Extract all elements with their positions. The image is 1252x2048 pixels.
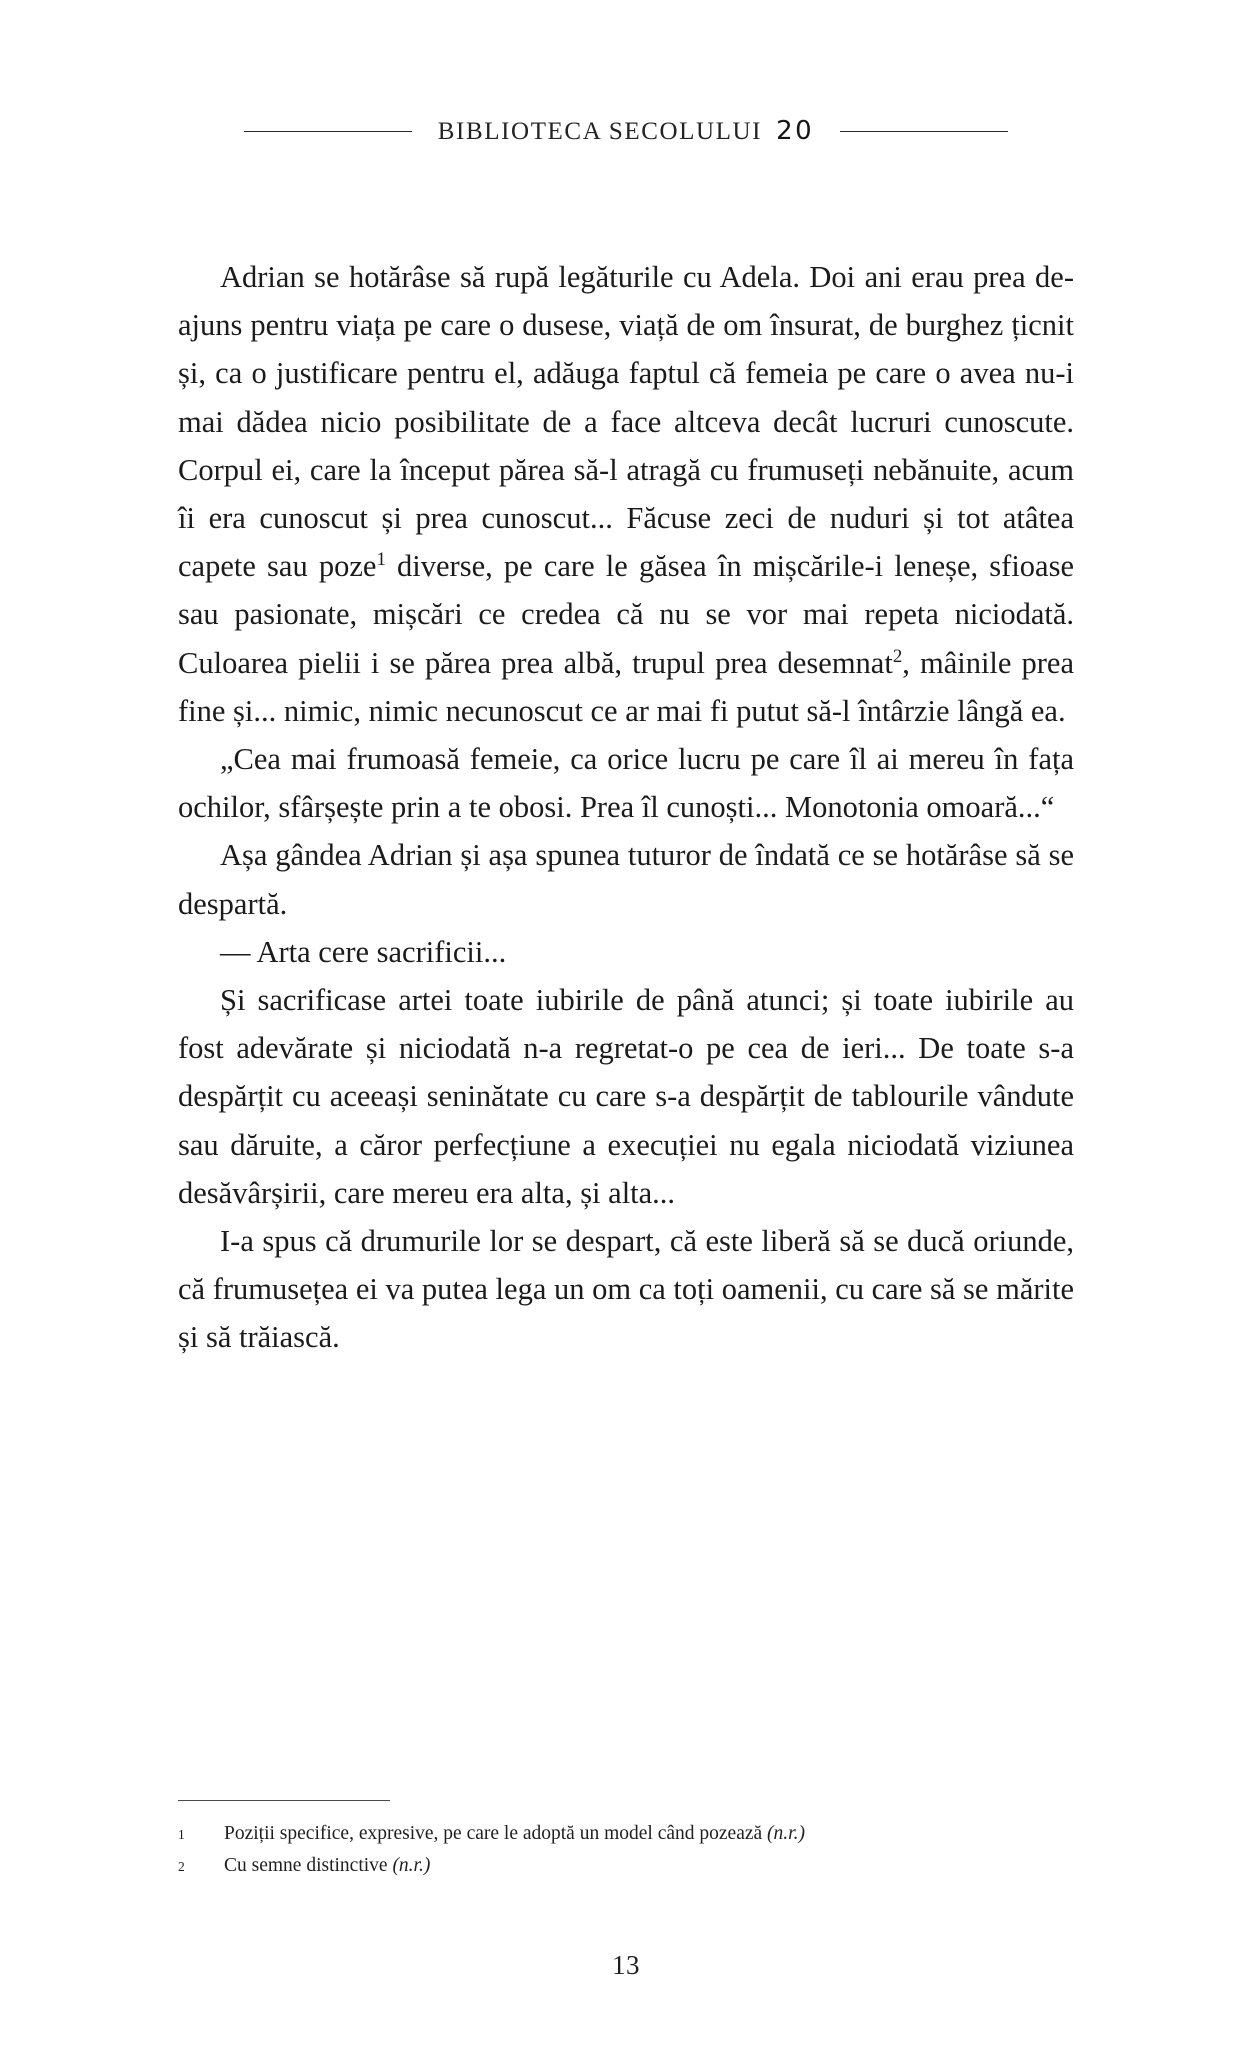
body-paragraph: Adrian se hotărâse să rupă legăturile cu Adela. Doi ani erau prea de-ajuns pentru viața pe care o dusese, viață de om însurat, de burghez țicnit și, ca o justificare pentru el, adăuga faptul că femeia pe care o avea nu-i mai dădea nicio posibilitate de a face altceva decât lucruri cunoscute. Corpul ei, care la început părea să-l atragă cu frumuseți nebănuite, acum îi era cunoscut și prea cunoscut... Făcuse zeci de nuduri și tot atâtea capete sau poze$^1$ diverse, pe care le găsea în mișcările-i leneșe, sfioase sau pasionate, mișcări ce credea că nu se vor mai repeta niciodată. Culoarea pielii i se părea prea albă, trupul prea desemnat$^2$, mâinile prea fine și... nimic, nimic necunoscut ce ar mai fi putut să-l întârzie lângă ea. [178,260,1075,728]
footnote-text: Poziții specifice, expresive, pe care le adoptă un model când pozează (n.r.) [224,1823,805,1844]
body-paragraph: „Cea mai frumoasă femeie, ca orice lucru pe care îl ai mereu în fața ochilor, sfârșește prin a te obosi. Prea îl cunoști... Monotonia omoară...“ [178,742,1074,825]
footnote-source-note: (n.r.) [392,1855,431,1876]
footnote-source-note: (n.r.) [767,1823,805,1844]
body-paragraph: — Arta cere sacrificii... [220,934,507,969]
body-text-block [178,253,1074,1362]
footnote-marker: 2 [178,1859,185,1874]
footnote-separator-rule [178,1800,390,1801]
footnotes-section [178,1800,1074,1882]
body-paragraph: Și sacrificase artei toate iubirile de până atunci; și toate iubirile au fost adevărate și niciodată n-a regretat-o pe cea de ieri... De toate s-a despărțit cu aceeași seninătate cu care s-a despărțit de tablourile vândute sau dăruite, a căror perfecțiune a execuției nu egala niciodată viziunea desăvârșirii, care mereu era alta, și alta... [178,983,1074,1210]
running-head [178,118,1074,144]
running-head-number: 20 [776,116,815,146]
running-head-rule-right [840,131,1008,132]
running-head-title: BIBLIOTECA SECOLULUI [437,117,763,145]
footnote-marker: 1 [178,1827,185,1842]
page-number: 13 [612,1950,640,1980]
footnote-text: Cu semne distinctive (n.r.) [224,1855,431,1876]
footnote-reference[interactable]: 2 [892,645,903,667]
footnote-reference[interactable]: 1 [376,549,386,571]
footnote-item [178,1818,1074,1850]
body-paragraph: I-a spus că drumurile lor se despart, că este liberă să se ducă oriunde, că frumusețea ei va putea lega un om ca toți oamenii, cu care să se mărite și să trăiască. [178,1224,1074,1355]
body-paragraph: Așa gândea Adrian și așa spunea tuturor de îndată ce se hotărâse să se despartă. [178,838,1074,921]
page-folio [0,1950,1252,1981]
running-head-rule-left [244,131,412,132]
footnote-item [178,1850,1074,1882]
footnote-list [178,1818,1074,1882]
